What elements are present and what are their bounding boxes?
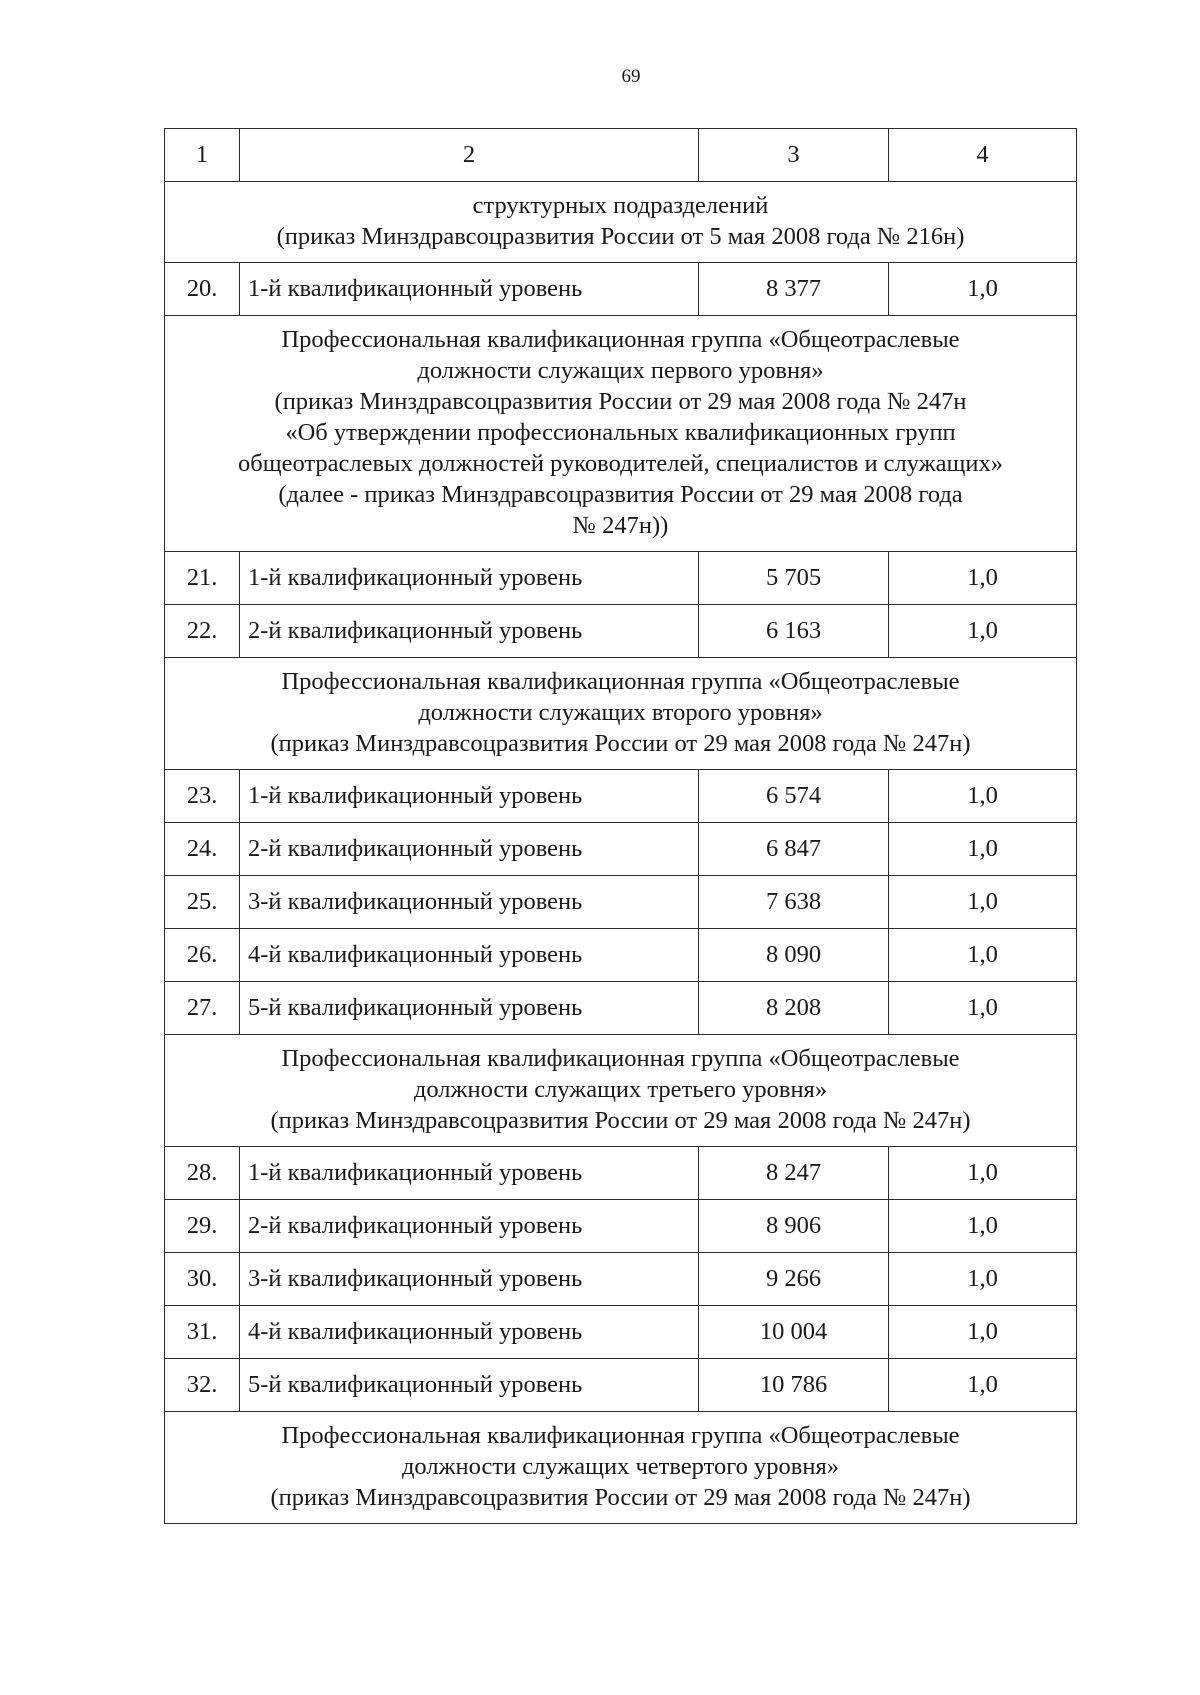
- qualification-level: 4-й квалификационный уровень: [240, 1306, 699, 1359]
- row-number: 28.: [165, 1147, 240, 1200]
- page-number: 69: [621, 66, 641, 87]
- coefficient-value: 1,0: [889, 982, 1077, 1035]
- row-number: 27.: [165, 982, 240, 1035]
- group-header-row: [165, 1412, 1077, 1524]
- group-title-line: (приказ Минздравсоцразвития России от 29 мая 2008 года № 247н: [274, 388, 967, 415]
- coefficient-value: 1,0: [889, 1253, 1077, 1306]
- row-number: 24.: [165, 823, 240, 876]
- group-title-line: (приказ Минздравсоцразвития России от 29 мая 2008 года № 247н): [270, 1484, 971, 1511]
- group-title-line: «Об утверждении профессиональных квалификационных групп: [285, 419, 956, 446]
- row-number: 31.: [165, 1306, 240, 1359]
- group-title: [165, 182, 1077, 263]
- group-title-line: (приказ Минздравсоцразвития России от 29 мая 2008 года № 247н): [270, 730, 971, 757]
- header-cell-1: 1: [165, 129, 240, 182]
- table-row: [165, 1253, 1077, 1306]
- table-row: [165, 605, 1077, 658]
- row-number: 29.: [165, 1200, 240, 1253]
- salary-value: 8 247: [699, 1147, 889, 1200]
- qualification-level: 1-й квалификационный уровень: [240, 552, 699, 605]
- qualification-level: 5-й квалификационный уровень: [240, 982, 699, 1035]
- group-title-line: должности служащих второго уровня»: [418, 699, 823, 726]
- group-header-row: [165, 658, 1077, 770]
- row-number: 22.: [165, 605, 240, 658]
- group-header-row: [165, 182, 1077, 263]
- salary-value: 8 377: [699, 263, 889, 316]
- group-title-line: Профессиональная квалификационная группа «Общеотраслевые: [281, 1422, 960, 1449]
- row-number: 32.: [165, 1359, 240, 1412]
- salary-value: 9 266: [699, 1253, 889, 1306]
- group-title: [165, 658, 1077, 770]
- qualification-level: 2-й квалификационный уровень: [240, 1200, 699, 1253]
- group-title-line: № 247н)): [572, 512, 669, 539]
- group-title: [165, 316, 1077, 552]
- qualification-level: 1-й квалификационный уровень: [240, 1147, 699, 1200]
- salary-value: 6 847: [699, 823, 889, 876]
- header-row: [165, 129, 1077, 182]
- salary-value: 8 208: [699, 982, 889, 1035]
- salary-value: 7 638: [699, 876, 889, 929]
- table-row: [165, 823, 1077, 876]
- coefficient-value: 1,0: [889, 1147, 1077, 1200]
- group-title: [165, 1412, 1077, 1524]
- qualification-level: 1-й квалификационный уровень: [240, 263, 699, 316]
- table-row: [165, 1147, 1077, 1200]
- table-row: [165, 1359, 1077, 1412]
- table-row: [165, 1200, 1077, 1253]
- group-title-line: должности служащих первого уровня»: [417, 357, 824, 384]
- coefficient-value: 1,0: [889, 263, 1077, 316]
- row-number: 21.: [165, 552, 240, 605]
- qualification-level: 1-й квалификационный уровень: [240, 770, 699, 823]
- coefficient-value: 1,0: [889, 1359, 1077, 1412]
- coefficient-value: 1,0: [889, 552, 1077, 605]
- table-row: [165, 876, 1077, 929]
- salary-value: 5 705: [699, 552, 889, 605]
- qualification-level: 2-й квалификационный уровень: [240, 605, 699, 658]
- table-row: [165, 1306, 1077, 1359]
- salary-table: [164, 128, 1077, 1524]
- table-row: [165, 770, 1077, 823]
- salary-value: 8 090: [699, 929, 889, 982]
- table-row: [165, 929, 1077, 982]
- group-header-row: [165, 1035, 1077, 1147]
- table-row: [165, 982, 1077, 1035]
- qualification-level: 4-й квалификационный уровень: [240, 929, 699, 982]
- group-title-line: должности служащих четвертого уровня»: [401, 1453, 840, 1480]
- group-title-line: (приказ Минздравсоцразвития России от 29 мая 2008 года № 247н): [270, 1107, 971, 1134]
- salary-value: 10 004: [699, 1306, 889, 1359]
- group-title-line: Профессиональная квалификационная группа «Общеотраслевые: [281, 326, 960, 353]
- row-number: 25.: [165, 876, 240, 929]
- coefficient-value: 1,0: [889, 770, 1077, 823]
- table-row: [165, 263, 1077, 316]
- coefficient-value: 1,0: [889, 1306, 1077, 1359]
- group-title-line: Профессиональная квалификационная группа «Общеотраслевые: [281, 1045, 960, 1072]
- row-number: 23.: [165, 770, 240, 823]
- coefficient-value: 1,0: [889, 1200, 1077, 1253]
- group-title-line: Профессиональная квалификационная группа «Общеотраслевые: [281, 668, 960, 695]
- row-number: 30.: [165, 1253, 240, 1306]
- group-title-line: общеотраслевых должностей руководителей, специалистов и служащих»: [237, 450, 1003, 477]
- header-cell-3: 3: [699, 129, 889, 182]
- coefficient-value: 1,0: [889, 929, 1077, 982]
- salary-value: 6 574: [699, 770, 889, 823]
- header-cell-2: 2: [240, 129, 699, 182]
- table-body: [165, 129, 1077, 1524]
- table-row: [165, 552, 1077, 605]
- qualification-level: 3-й квалификационный уровень: [240, 1253, 699, 1306]
- row-number: 26.: [165, 929, 240, 982]
- row-number: 20.: [165, 263, 240, 316]
- qualification-level: 2-й квалификационный уровень: [240, 823, 699, 876]
- coefficient-value: 1,0: [889, 605, 1077, 658]
- group-title-line: (далее - приказ Минздравсоцразвития России от 29 мая 2008 года: [278, 481, 963, 508]
- group-title: [165, 1035, 1077, 1147]
- group-header-row: [165, 316, 1077, 552]
- qualification-level: 3-й квалификационный уровень: [240, 876, 699, 929]
- group-title-line: должности служащих третьего уровня»: [413, 1076, 828, 1103]
- group-title-line: структурных подразделений: [472, 192, 769, 219]
- header-cell-4: 4: [889, 129, 1077, 182]
- salary-value: 10 786: [699, 1359, 889, 1412]
- salary-value: 8 906: [699, 1200, 889, 1253]
- qualification-level: 5-й квалификационный уровень: [240, 1359, 699, 1412]
- group-title-line: (приказ Минздравсоцразвития России от 5 мая 2008 года № 216н): [276, 223, 965, 250]
- coefficient-value: 1,0: [889, 876, 1077, 929]
- salary-value: 6 163: [699, 605, 889, 658]
- coefficient-value: 1,0: [889, 823, 1077, 876]
